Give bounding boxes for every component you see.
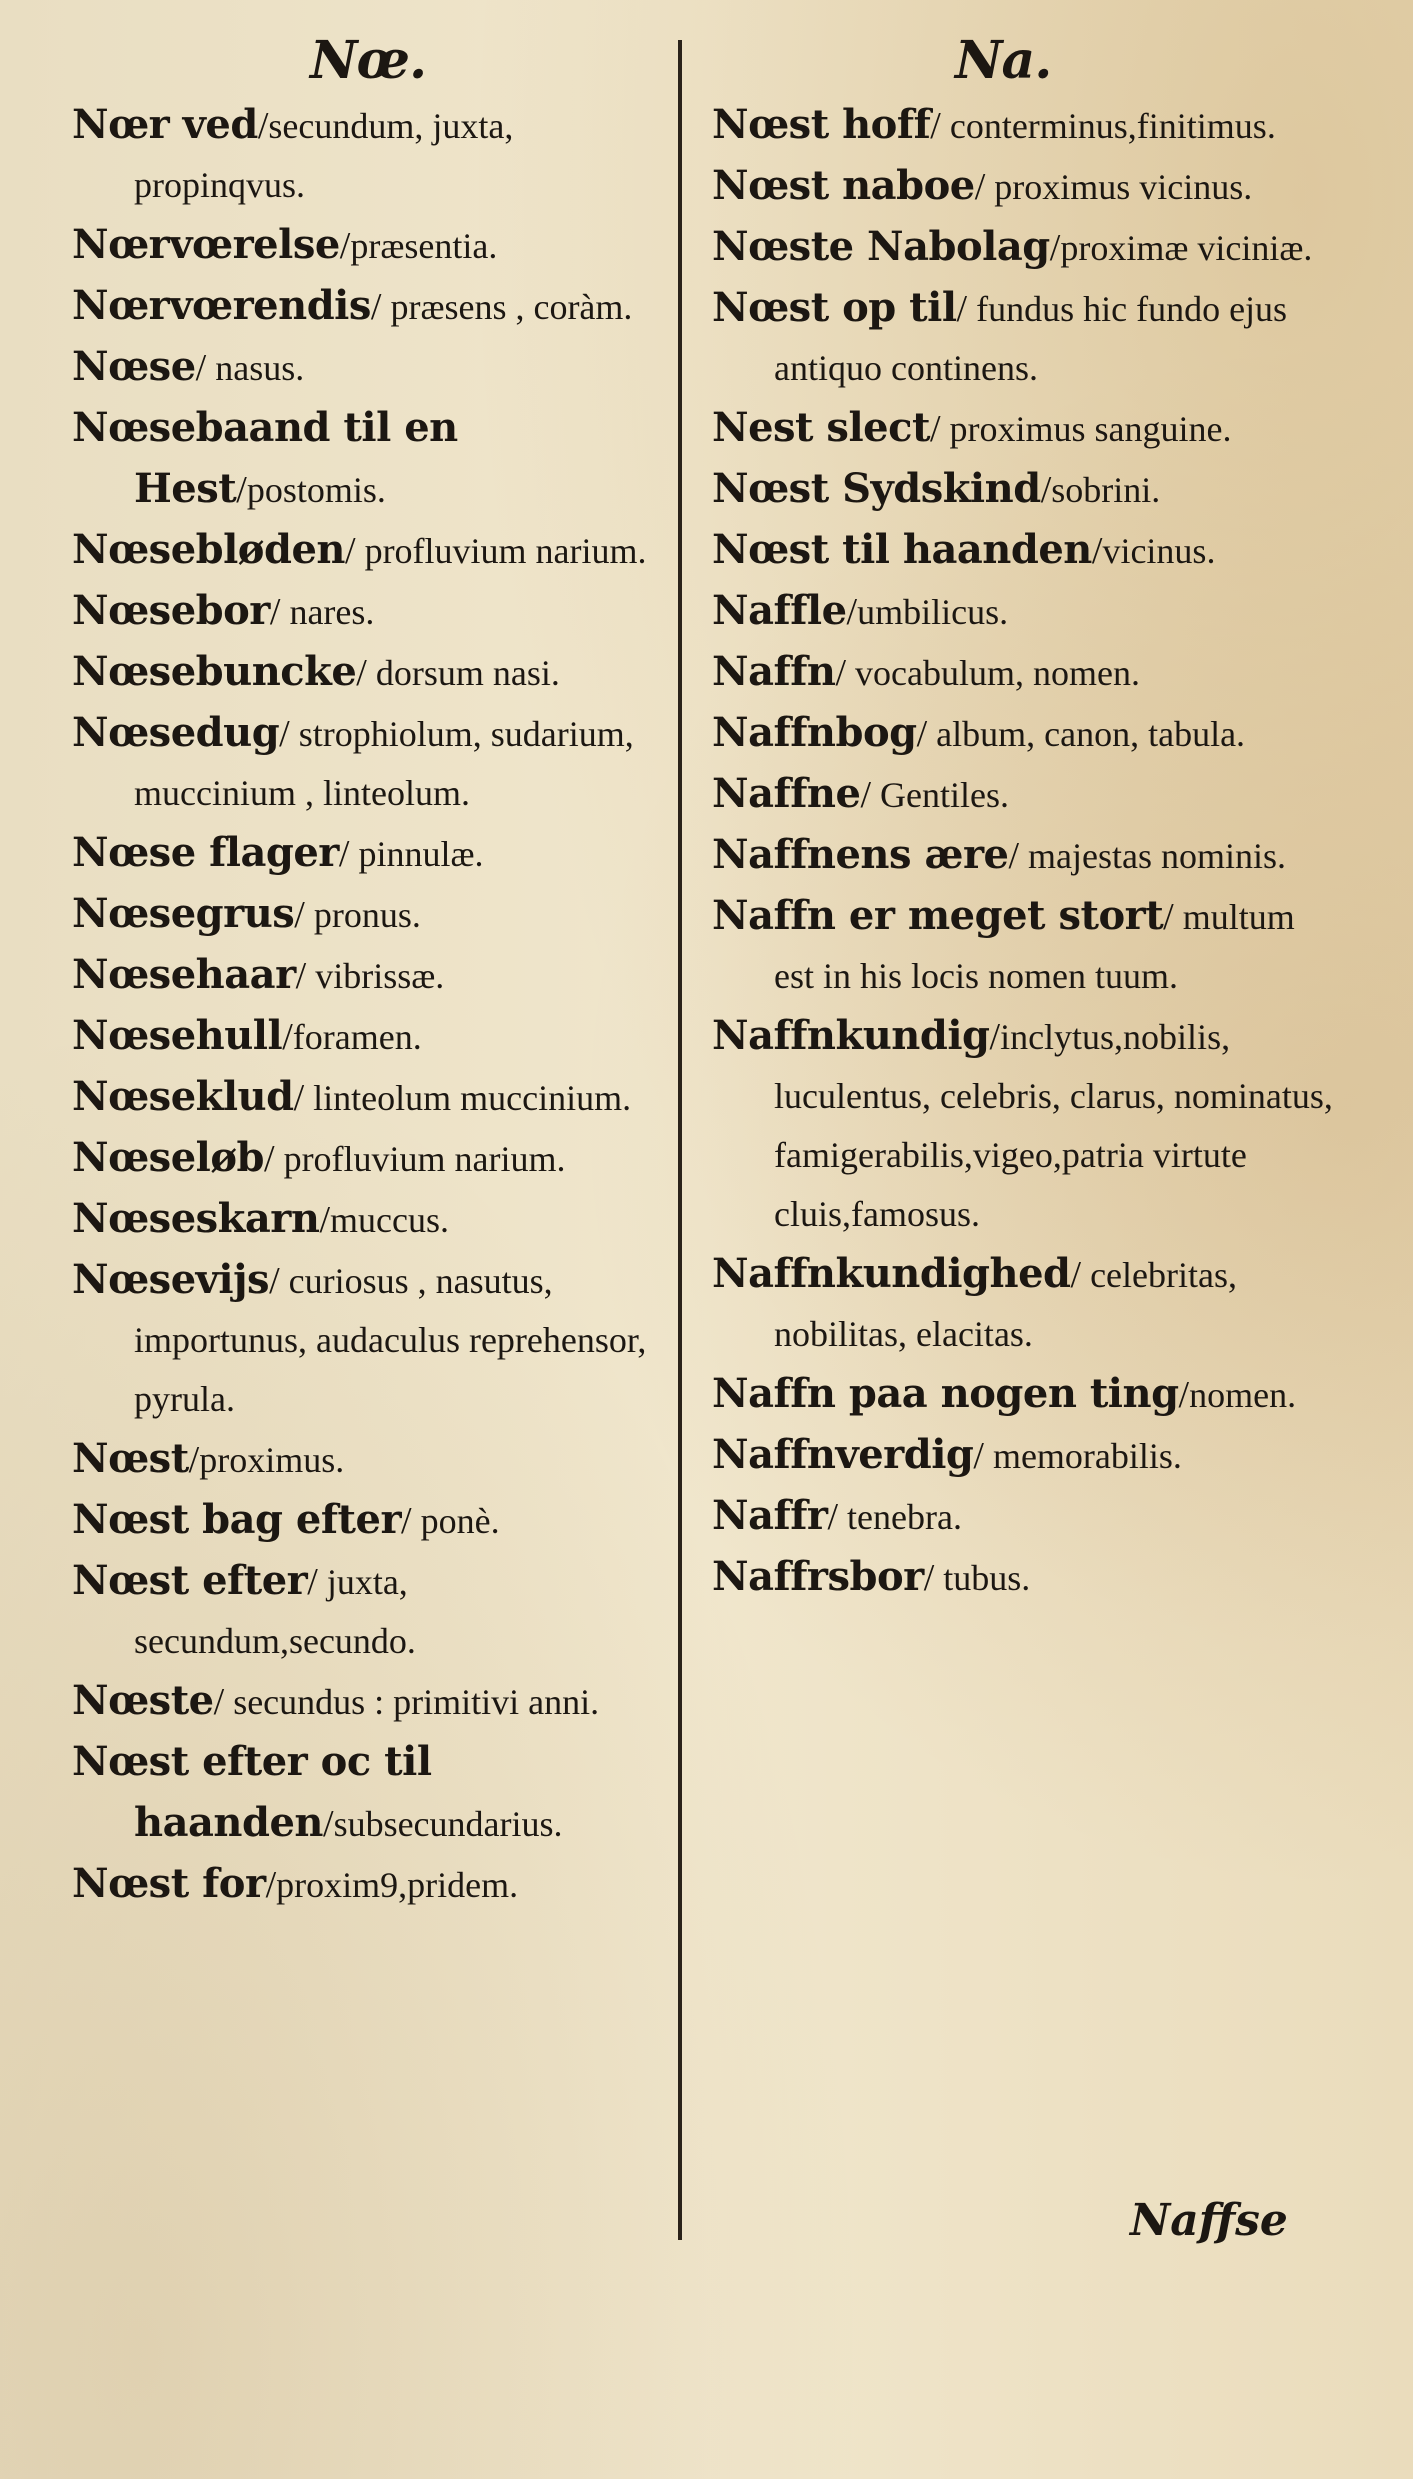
entry-headword: Nœst bag efter: [72, 1496, 402, 1543]
entry-gloss: secundum, juxta, propinqvus.: [134, 106, 514, 205]
entry-headword: Nœst naboe: [712, 162, 975, 209]
entry-gloss: profluvium narium.: [274, 1139, 566, 1179]
dictionary-entry: [712, 1006, 1342, 1244]
entry-headword: Nœste Nabolag: [712, 223, 1050, 270]
entry-headword: Nœst efter oc til haanden: [72, 1738, 432, 1846]
entry-separator: /: [279, 713, 290, 755]
dictionary-entry: [72, 398, 682, 520]
dictionary-entry: [72, 337, 682, 398]
entry-separator: /: [356, 652, 367, 694]
entry-headword: Nœsedug: [72, 709, 280, 756]
entry-gloss: præsentia.: [350, 226, 498, 266]
entry-gloss: proximus.: [199, 1440, 345, 1480]
entry-separator: /: [401, 1500, 412, 1542]
entry-headword: Naffnkundighed: [712, 1250, 1071, 1297]
entry-gloss: præsens , coràm.: [381, 287, 633, 327]
entry-separator: /: [929, 408, 941, 450]
entry-gloss: celebritas, nobilitas, elacitas.: [774, 1255, 1237, 1354]
entry-headword: Naffn paa nogen ting: [712, 1370, 1179, 1417]
entry-separator: /: [269, 591, 281, 633]
entry-separator: /: [930, 105, 941, 147]
entry-gloss: multum est in his locis nomen tuum.: [774, 897, 1295, 996]
entry-separator: /: [860, 774, 871, 816]
dictionary-entry: [712, 886, 1342, 1006]
dictionary-entry: [72, 581, 682, 642]
dictionary-entry: [712, 764, 1342, 825]
entry-headword: Nest slect: [712, 404, 930, 451]
entry-headword: Nœrvœrelse: [72, 221, 340, 268]
dictionary-entry: [712, 459, 1342, 520]
entry-headword: Nœseskarn: [72, 1195, 320, 1242]
entry-separator: /: [338, 833, 350, 875]
dictionary-entry: [712, 642, 1342, 703]
entry-headword: Naffle: [712, 587, 847, 634]
entry-headword: Nœseklud: [72, 1073, 294, 1120]
entry-gloss: majestas nominis.: [1019, 836, 1287, 876]
dictionary-entry: [712, 156, 1342, 217]
entry-separator: /: [973, 1435, 984, 1477]
entry-gloss: album, canon, tabula.: [927, 714, 1246, 754]
entry-headword: Naffnkundig: [712, 1012, 990, 1059]
entry-separator: /: [265, 1864, 277, 1906]
entry-gloss: tubus.: [934, 1558, 1031, 1598]
entry-headword: Nœse: [72, 343, 196, 390]
entry-separator: /: [1049, 227, 1061, 269]
dictionary-entry: [72, 642, 682, 703]
entry-separator: /: [319, 1199, 331, 1241]
entry-headword: Nœst hoff: [712, 101, 931, 148]
dictionary-entry: [712, 1547, 1342, 1608]
dictionary-entry: [72, 823, 682, 884]
entry-separator: /: [339, 225, 351, 267]
entry-gloss: linteolum muccinium.: [304, 1078, 632, 1118]
entry-separator: /: [956, 288, 968, 330]
entry-headword: Nœst: [72, 1435, 189, 1482]
entry-gloss: nomen.: [1189, 1375, 1297, 1415]
dictionary-entry: [72, 1189, 682, 1250]
entry-gloss: nasus.: [206, 348, 305, 388]
catchword: Naffse: [1130, 2195, 1288, 2246]
entry-gloss: vocabulum, nomen.: [846, 653, 1140, 693]
entry-gloss: juxta, secundum,secundo.: [134, 1562, 416, 1661]
entry-separator: /: [269, 1260, 280, 1302]
right-running-head: Na.: [955, 30, 1052, 91]
dictionary-entry: [72, 1250, 682, 1429]
entry-headword: Nœste: [72, 1677, 214, 1724]
dictionary-entry: [72, 1006, 682, 1067]
entry-headword: Naffne: [712, 770, 861, 817]
entry-separator: /: [1040, 469, 1052, 511]
entry-separator: /: [236, 469, 247, 511]
entry-gloss: ponè.: [411, 1501, 500, 1541]
entry-gloss: memorabilis.: [983, 1436, 1182, 1476]
entry-headword: Nœsehull: [72, 1012, 283, 1059]
entry-headword: Nœst for: [72, 1860, 266, 1907]
entry-gloss: vicinus.: [1102, 531, 1216, 571]
entry-gloss: proxim9,pridem.: [276, 1865, 519, 1905]
entry-gloss: foramen.: [292, 1017, 422, 1057]
entry-separator: /: [195, 347, 207, 389]
entry-headword: Nœst Sydskind: [712, 465, 1041, 512]
entry-gloss: subsecundarius.: [333, 1804, 563, 1844]
dictionary-entry: [72, 520, 682, 581]
entry-gloss: secundus : primitivi anni.: [224, 1682, 600, 1722]
entry-headword: Nœsebor: [72, 587, 270, 634]
entry-separator: /: [916, 713, 928, 755]
dictionary-entry: [712, 703, 1342, 764]
entry-headword: Nœsevijs: [72, 1256, 270, 1303]
entry-headword: Nœsegrus: [72, 890, 295, 937]
entry-gloss: Gentiles.: [871, 775, 1009, 815]
entry-gloss: sobrini.: [1051, 470, 1161, 510]
entry-headword: Naffnens ære: [712, 831, 1009, 878]
entry-gloss: umbilicus.: [857, 592, 1009, 632]
entry-gloss: proximus sanguine.: [940, 409, 1232, 449]
dictionary-entry: [72, 1128, 682, 1189]
entry-separator: /: [1163, 896, 1174, 938]
dictionary-entry: [72, 95, 682, 215]
entry-headword: Naffnverdig: [712, 1431, 974, 1478]
entry-headword: Nœse flager: [72, 829, 339, 876]
entry-headword: Naffrsbor: [712, 1553, 924, 1600]
entry-separator: /: [295, 955, 307, 997]
dictionary-entry: [712, 278, 1342, 398]
entry-headword: Nœst til haanden: [712, 526, 1092, 573]
dictionary-entry: [712, 1425, 1342, 1486]
entry-gloss: muccus.: [330, 1200, 449, 1240]
entry-separator: /: [213, 1681, 225, 1723]
entry-headword: Naffn er meget stort: [712, 892, 1164, 939]
entry-headword: Naffnbog: [712, 709, 917, 756]
dictionary-entry: [712, 398, 1342, 459]
entry-separator: /: [1178, 1374, 1190, 1416]
entry-separator: /: [282, 1016, 293, 1058]
entry-separator: /: [1091, 530, 1103, 572]
entry-gloss: pronus.: [304, 895, 421, 935]
entry-headword: Nœsebuncke: [72, 648, 357, 695]
entry-separator: /: [923, 1557, 935, 1599]
dictionary-entry: [72, 1854, 682, 1915]
dictionary-entry: [712, 217, 1342, 278]
entry-separator: /: [188, 1439, 200, 1481]
entry-gloss: nares.: [280, 592, 375, 632]
dictionary-entry: [72, 945, 682, 1006]
entry-gloss: conterminus,finitimus.: [940, 106, 1276, 146]
entry-headword: Nœsehaar: [72, 951, 296, 998]
entry-gloss: dorsum nasi.: [366, 653, 560, 693]
dictionary-entry: [712, 1486, 1342, 1547]
entry-separator: /: [293, 1077, 305, 1119]
entry-headword: Nœseløb: [72, 1134, 264, 1181]
entry-separator: /: [370, 286, 382, 328]
entry-separator: /: [345, 530, 356, 572]
entry-gloss: inclytus,nobilis, luculentus, celebris, clarus, nominatus, famigerabilis,vigeo,patria virtute cluis,famosus.: [774, 1017, 1333, 1234]
dictionary-entry: [72, 884, 682, 945]
dictionary-entry: [72, 1732, 682, 1854]
entry-headword: Nœr ved: [72, 101, 258, 148]
dictionary-entry: [712, 825, 1342, 886]
entry-headword: Nœsebaand til en Hest: [72, 404, 458, 512]
dictionary-entry: [712, 520, 1342, 581]
entry-separator: /: [1070, 1254, 1082, 1296]
dictionary-entry: [72, 1671, 682, 1732]
dictionary-entry: [72, 1551, 682, 1671]
dictionary-entry: [712, 1364, 1342, 1425]
entry-separator: /: [846, 591, 858, 633]
dictionary-entry: [712, 581, 1342, 642]
entry-gloss: curiosus , nasutus, importunus, audaculus reprehensor, pyrula.: [134, 1261, 647, 1419]
entry-separator: /: [257, 105, 269, 147]
dictionary-entry: [72, 703, 682, 823]
left-running-head: Nœ.: [310, 30, 427, 91]
entry-headword: Nœst efter: [72, 1557, 308, 1604]
entry-gloss: proximus vicinus.: [985, 167, 1253, 207]
entry-separator: /: [264, 1138, 275, 1180]
left-column: [72, 95, 682, 1915]
dictionary-entry: [72, 215, 682, 276]
dictionary-entry: [72, 1067, 682, 1128]
entry-gloss: profluvium narium.: [355, 531, 647, 571]
entry-headword: Nœst op til: [712, 284, 957, 331]
dictionary-entry: [72, 1429, 682, 1490]
entry-separator: /: [1008, 835, 1020, 877]
entry-headword: Naffn: [712, 648, 836, 695]
entry-gloss: postomis.: [246, 470, 386, 510]
right-column: [712, 95, 1342, 1608]
entry-gloss: pinnulæ.: [349, 834, 484, 874]
entry-gloss: proximæ viciniæ.: [1060, 228, 1313, 268]
entry-separator: /: [974, 166, 986, 208]
entry-separator: /: [294, 894, 305, 936]
entry-headword: Naffr: [712, 1492, 828, 1539]
entry-headword: Nœsebløden: [72, 526, 345, 573]
entry-gloss: tenebra.: [838, 1497, 962, 1537]
dictionary-entry: [712, 1244, 1342, 1364]
entry-gloss: vibrissæ.: [306, 956, 445, 996]
entry-separator: /: [827, 1496, 839, 1538]
entry-separator: /: [323, 1803, 334, 1845]
dictionary-entry: [712, 95, 1342, 156]
dictionary-entry: [72, 276, 682, 337]
entry-gloss: fundus hic fundo ejus antiquo continens.: [774, 289, 1288, 388]
entry-gloss: strophiolum, sudarium, muccinium , linteolum.: [134, 714, 634, 813]
entry-separator: /: [989, 1016, 1001, 1058]
entry-separator: /: [835, 652, 847, 694]
entry-headword: Nœrvœrendis: [72, 282, 371, 329]
dictionary-entry: [72, 1490, 682, 1551]
entry-separator: /: [307, 1561, 318, 1603]
